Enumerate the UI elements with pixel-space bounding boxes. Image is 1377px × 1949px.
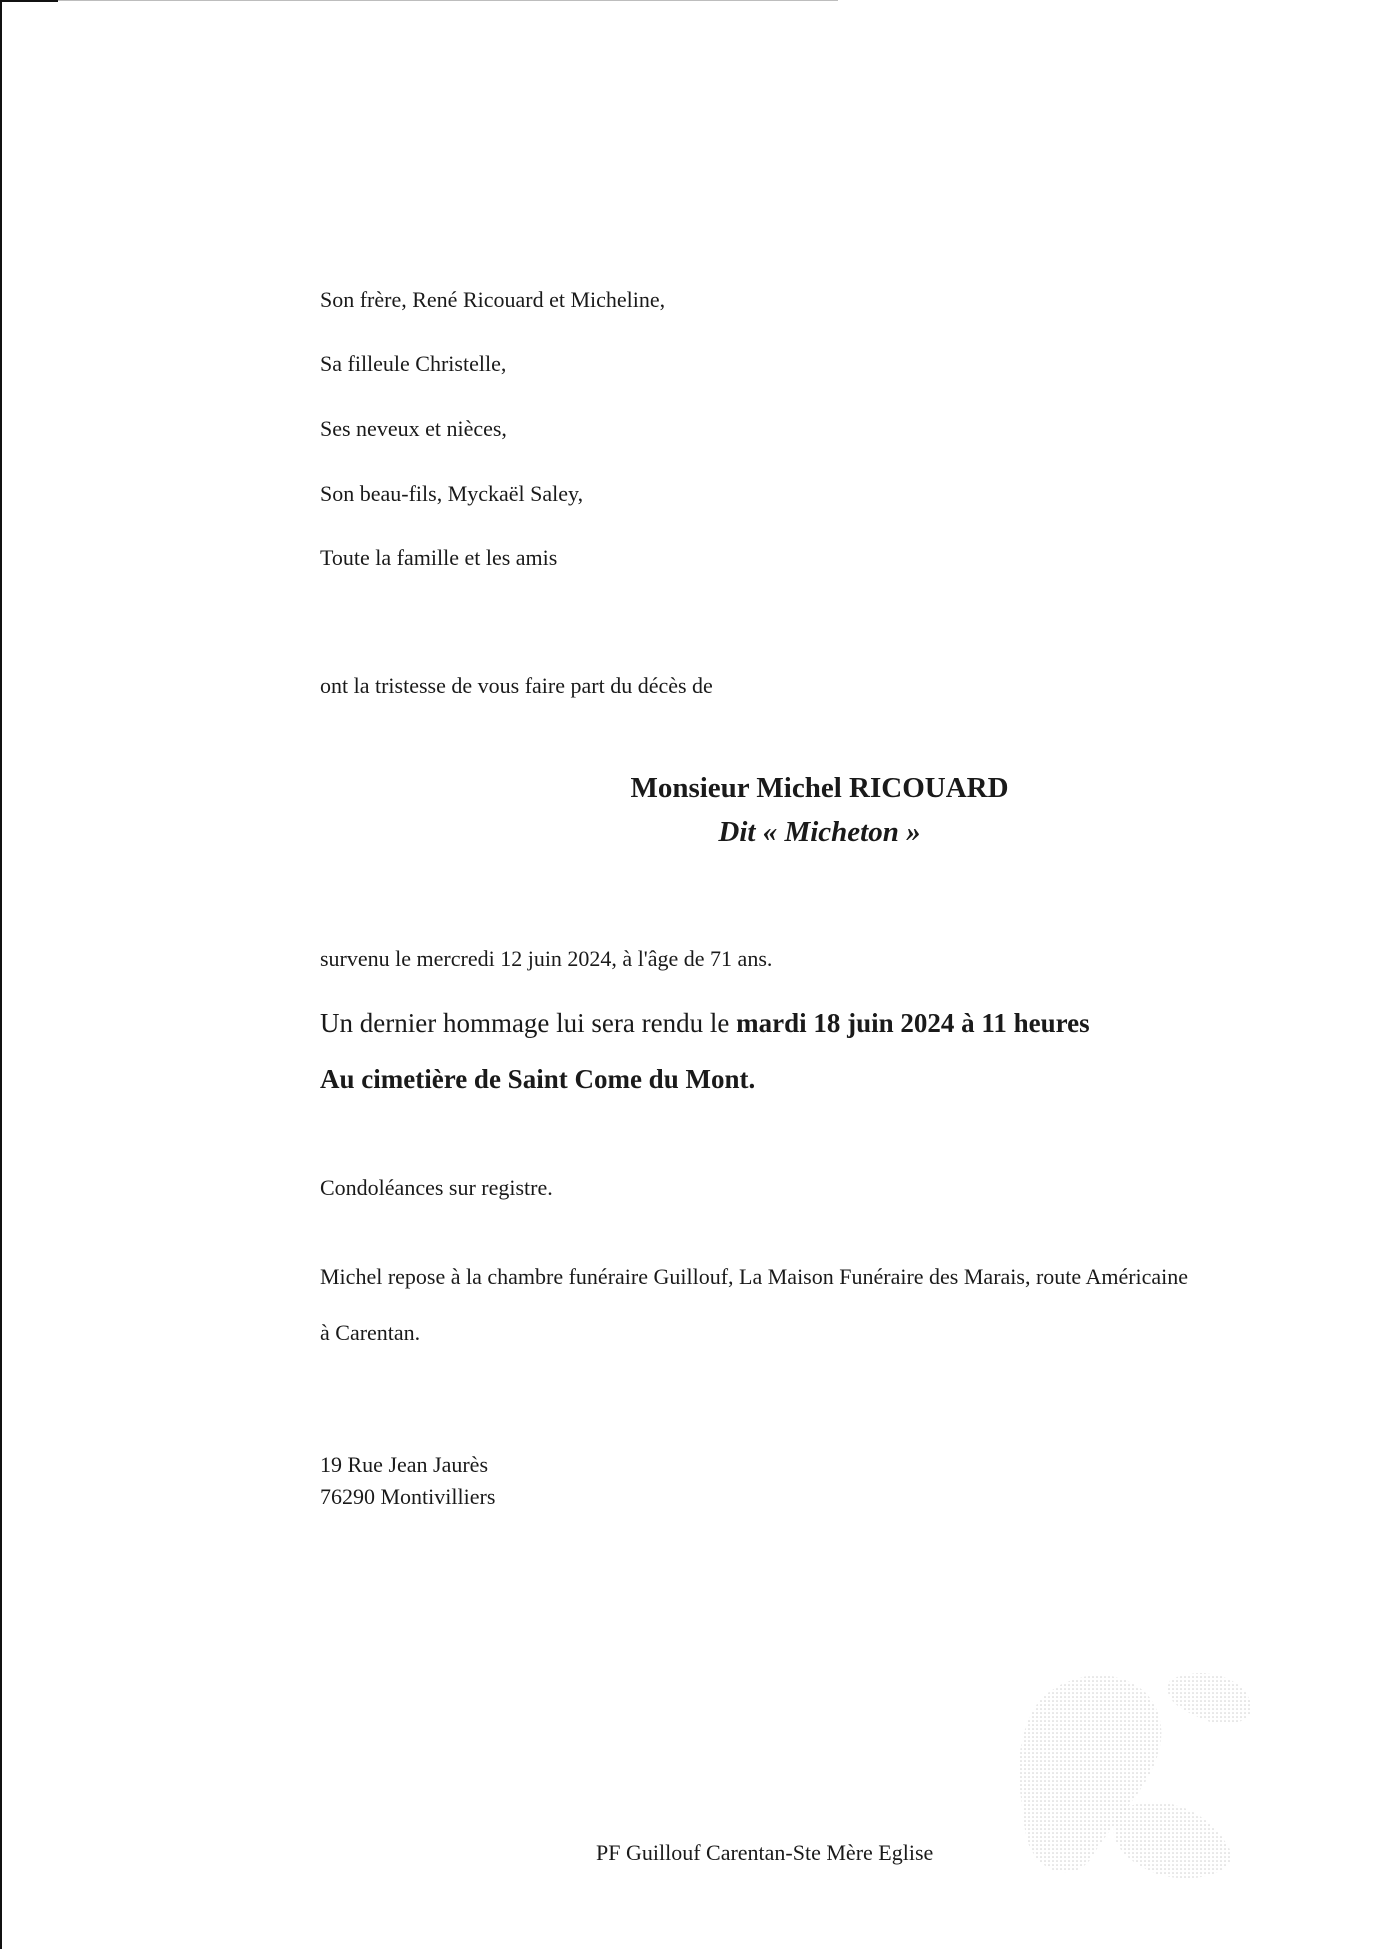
- family-line: Sa filleule Christelle,: [320, 351, 507, 376]
- address-city: 76290 Montivilliers: [320, 1484, 496, 1509]
- family-line: Son frère, René Ricouard et Micheline,: [320, 287, 666, 312]
- family-line: Son beau-fils, Myckaël Saley,: [320, 481, 584, 506]
- rest-place-line-1: Michel repose à la chambre funéraire Guillouf, La Maison Funéraire des Marais, route Américaine: [320, 1264, 1189, 1289]
- ceremony-line: [320, 1007, 1090, 1039]
- ceremony-datetime: mardi 18 juin 2024 à 11 heures: [736, 1008, 1090, 1038]
- deceased-name: Monsieur Michel RICOUARD: [630, 772, 1009, 804]
- ceremony-intro: Un dernier hommage lui sera rendu le: [320, 1008, 737, 1038]
- embossed-stamp-mark: [1000, 1660, 1320, 1890]
- ceremony-place: Au cimetière de Saint Come du Mont.: [320, 1064, 756, 1094]
- scan-edge-top: [0, 0, 58, 2]
- address-street: 19 Rue Jean Jaurès: [320, 1452, 489, 1477]
- scan-edge-top-faint: [58, 0, 838, 1]
- deceased-nickname: Dit « Micheton »: [718, 816, 921, 848]
- announcement-text: ont la tristesse de vous faire part du décès de: [320, 673, 713, 698]
- scan-edge-left: [0, 0, 2, 1949]
- rest-place-line-2: à Carentan.: [320, 1320, 421, 1345]
- death-info: survenu le mercredi 12 juin 2024, à l'âge de 71 ans.: [320, 946, 773, 971]
- family-line: Ses neveux et nièces,: [320, 416, 507, 441]
- condolences-note: Condoléances sur registre.: [320, 1175, 553, 1200]
- family-line: Toute la famille et les amis: [320, 545, 558, 570]
- funeral-home-name: PF Guillouf Carentan-Ste Mère Eglise: [596, 1840, 934, 1865]
